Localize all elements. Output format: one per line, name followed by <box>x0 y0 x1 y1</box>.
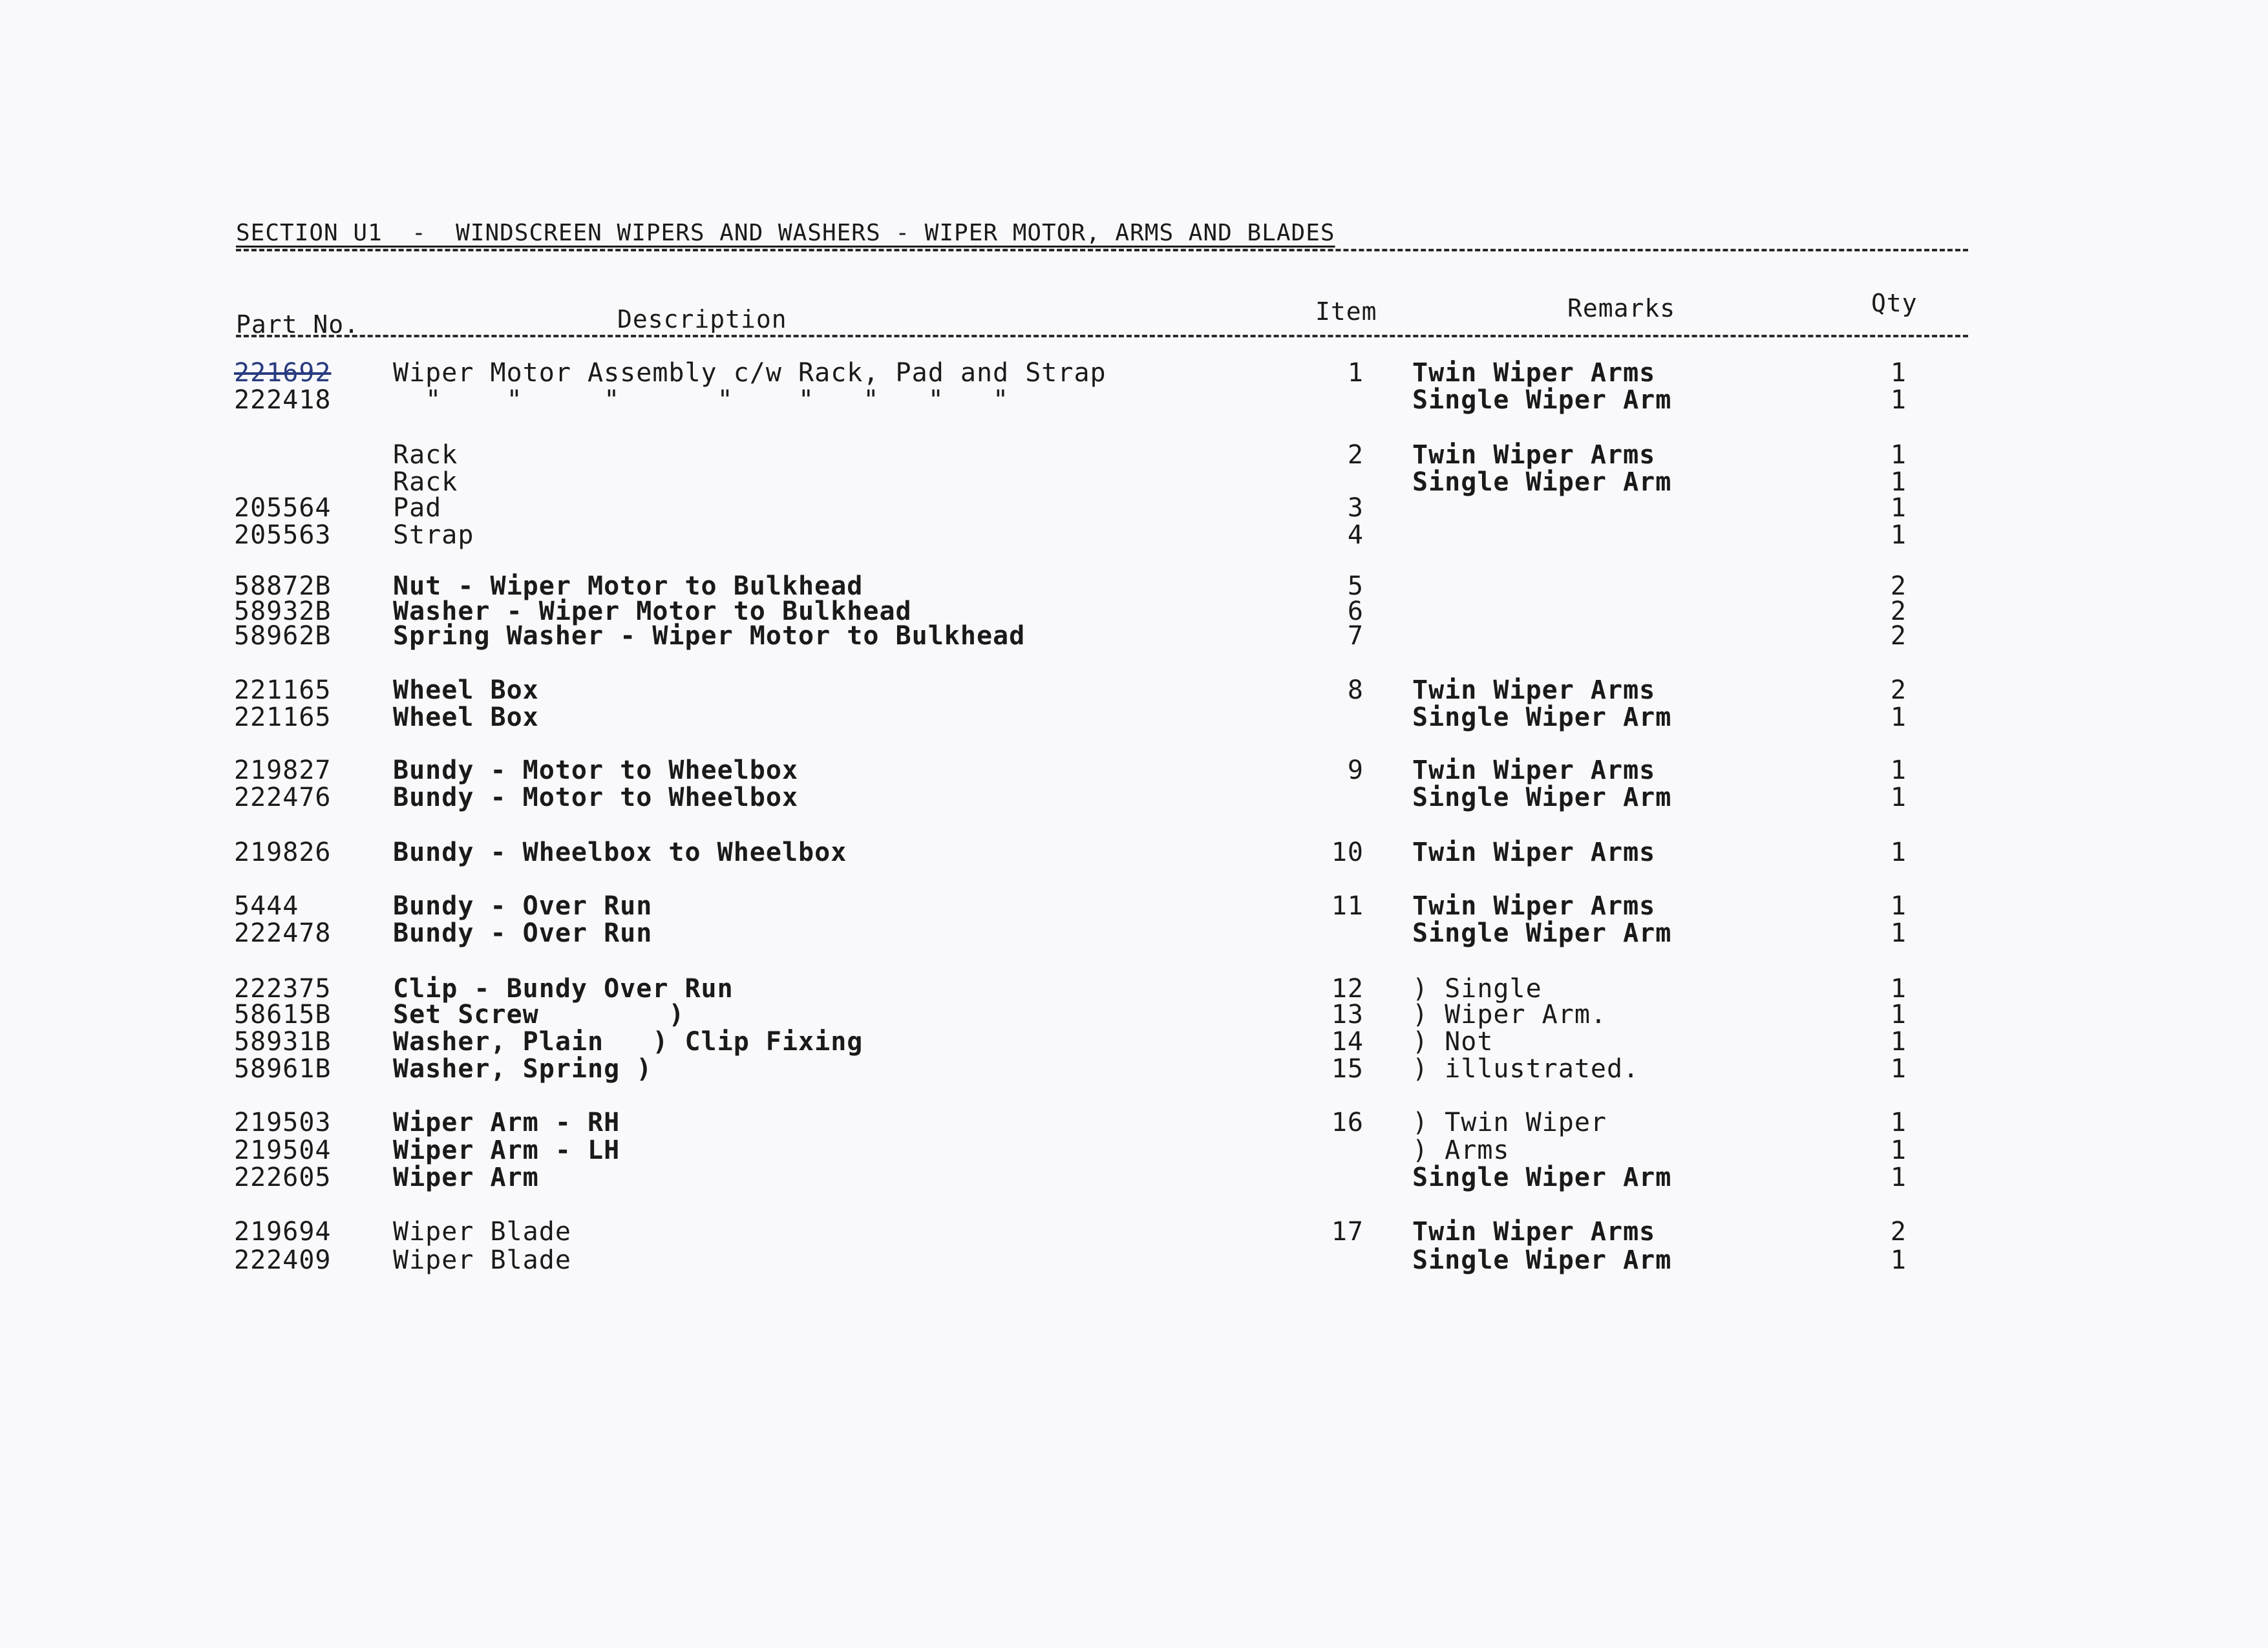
part-number: 221165 <box>234 703 332 732</box>
part-number: 219504 <box>234 1136 332 1165</box>
item-number: 5 <box>1347 571 1364 601</box>
title-rule <box>236 249 1968 251</box>
part-description: Bundy - Over Run <box>393 918 653 948</box>
part-description: Bundy - Over Run <box>393 891 653 921</box>
remarks-text: Twin Wiper Arms <box>1412 358 1656 388</box>
part-description: Clip - Bundy Over Run <box>393 974 734 1004</box>
quantity: 1 <box>1890 974 1907 1004</box>
part-number: 219694 <box>234 1217 332 1247</box>
part-description: Washer, Spring ) <box>393 1054 653 1084</box>
remarks-text: Twin Wiper Arms <box>1412 1217 1656 1247</box>
part-number: 205563 <box>234 520 332 550</box>
part-number: 222478 <box>234 918 332 948</box>
item-number: 6 <box>1347 597 1364 626</box>
quantity: 1 <box>1890 783 1907 812</box>
item-number: 17 <box>1331 1217 1364 1247</box>
part-number: 219827 <box>234 755 332 785</box>
remarks-text: ) illustrated. <box>1412 1054 1640 1084</box>
part-number: 222418 <box>234 385 332 415</box>
item-number: 7 <box>1347 621 1364 651</box>
quantity: 2 <box>1890 571 1907 601</box>
part-description: Wheel Box <box>393 675 539 705</box>
part-number: 58932B <box>234 597 332 626</box>
quantity: 1 <box>1890 755 1907 785</box>
quantity: 1 <box>1890 1054 1907 1084</box>
item-number: 12 <box>1331 974 1364 1004</box>
part-number: 58615B <box>234 1000 332 1030</box>
part-description: Pad <box>393 493 442 523</box>
part-number: 58872B <box>234 571 332 601</box>
item-number: 11 <box>1331 891 1364 921</box>
quantity: 1 <box>1890 1000 1907 1030</box>
quantity: 1 <box>1890 493 1907 523</box>
item-number: 4 <box>1347 520 1364 550</box>
remarks-text: Twin Wiper Arms <box>1412 755 1656 785</box>
remarks-text: ) Not <box>1412 1027 1494 1057</box>
part-number: 58961B <box>234 1054 332 1084</box>
item-number: 8 <box>1347 675 1364 705</box>
item-number: 1 <box>1347 358 1364 388</box>
header-rule <box>236 335 1968 337</box>
quantity: 1 <box>1890 358 1907 388</box>
item-number: 10 <box>1331 838 1364 867</box>
part-description: Set Screw ) <box>393 1000 685 1030</box>
quantity: 1 <box>1890 1108 1907 1137</box>
remarks-text: Single Wiper Arm <box>1412 703 1672 732</box>
item-number: 15 <box>1331 1054 1364 1084</box>
part-description: Spring Washer - Wiper Motor to Bulkhead <box>393 621 1026 651</box>
part-number: 219503 <box>234 1108 332 1137</box>
quantity: 1 <box>1890 440 1907 470</box>
item-number: 16 <box>1331 1108 1364 1137</box>
part-number: 205564 <box>234 493 332 523</box>
remarks-text: Single Wiper Arm <box>1412 783 1672 812</box>
part-description: Wiper Motor Assembly c/w Rack, Pad and Strap <box>393 358 1107 388</box>
item-number: 13 <box>1331 1000 1364 1030</box>
quantity: 1 <box>1890 918 1907 948</box>
part-description: Washer, Plain ) Clip Fixing <box>393 1027 864 1057</box>
remarks-text: ) Single <box>1412 974 1542 1004</box>
remarks-text: Twin Wiper Arms <box>1412 675 1656 705</box>
quantity: 2 <box>1890 621 1907 651</box>
remarks-text: ) Wiper Arm. <box>1412 1000 1607 1030</box>
remarks-text: Single Wiper Arm <box>1412 467 1672 497</box>
quantity: 1 <box>1890 891 1907 921</box>
quantity: 1 <box>1890 467 1907 497</box>
part-description: Rack <box>393 467 458 497</box>
part-description: Bundy - Wheelbox to Wheelbox <box>393 838 847 867</box>
remarks-text: Single Wiper Arm <box>1412 1163 1672 1192</box>
quantity: 1 <box>1890 838 1907 867</box>
part-number: 222476 <box>234 783 332 812</box>
remarks-text: Twin Wiper Arms <box>1412 838 1656 867</box>
quantity: 1 <box>1890 1136 1907 1165</box>
quantity: 2 <box>1890 675 1907 705</box>
remarks-text: Single Wiper Arm <box>1412 918 1672 948</box>
quantity: 1 <box>1890 520 1907 550</box>
item-number: 3 <box>1347 493 1364 523</box>
item-number: 14 <box>1331 1027 1364 1057</box>
part-description: " " " " " " " " <box>393 385 1010 415</box>
remarks-text: ) Twin Wiper <box>1412 1108 1607 1137</box>
part-number: 221165 <box>234 675 332 705</box>
part-number: 222375 <box>234 974 332 1004</box>
quantity: 1 <box>1890 1027 1907 1057</box>
section-title: SECTION U1 - WINDSCREEN WIPERS AND WASHERS - WIPER MOTOR, ARMS AND BLADES <box>236 220 1335 246</box>
part-description: Wiper Arm <box>393 1163 539 1192</box>
quantity: 1 <box>1890 1163 1907 1192</box>
part-description: Wiper Arm - LH <box>393 1136 620 1165</box>
part-number: 5444 <box>234 891 299 921</box>
part-description: Washer - Wiper Motor to Bulkhead <box>393 597 912 626</box>
part-number: 222409 <box>234 1245 332 1275</box>
header-part-no: Part No. <box>236 310 360 339</box>
part-description: Strap <box>393 520 474 550</box>
item-number: 9 <box>1347 755 1364 785</box>
remarks-text: Single Wiper Arm <box>1412 1245 1672 1275</box>
header-description: Description <box>617 305 787 333</box>
remarks-text: Twin Wiper Arms <box>1412 440 1656 470</box>
remarks-text: ) Arms <box>1412 1136 1510 1165</box>
part-description: Bundy - Motor to Wheelbox <box>393 783 799 812</box>
remarks-text: Single Wiper Arm <box>1412 385 1672 415</box>
quantity: 2 <box>1890 597 1907 626</box>
remarks-text: Twin Wiper Arms <box>1412 891 1656 921</box>
part-description: Bundy - Motor to Wheelbox <box>393 755 799 785</box>
quantity: 1 <box>1890 385 1907 415</box>
quantity: 1 <box>1890 1245 1907 1275</box>
part-description: Rack <box>393 440 458 470</box>
part-number: 219826 <box>234 838 332 867</box>
part-description: Wiper Blade <box>393 1217 571 1247</box>
quantity: 1 <box>1890 703 1907 732</box>
quantity: 2 <box>1890 1217 1907 1247</box>
header-item: Item <box>1315 297 1377 326</box>
part-number: 58962B <box>234 621 332 651</box>
part-number: 222605 <box>234 1163 332 1192</box>
part-number: 221692 <box>234 358 332 388</box>
part-description: Wiper Arm - RH <box>393 1108 620 1137</box>
part-description: Wheel Box <box>393 703 539 732</box>
part-description: Wiper Blade <box>393 1245 571 1275</box>
header-remarks: Remarks <box>1567 294 1676 322</box>
part-number: 58931B <box>234 1027 332 1057</box>
part-description: Nut - Wiper Motor to Bulkhead <box>393 571 864 601</box>
item-number: 2 <box>1347 440 1364 470</box>
header-qty: Qty <box>1871 289 1918 317</box>
